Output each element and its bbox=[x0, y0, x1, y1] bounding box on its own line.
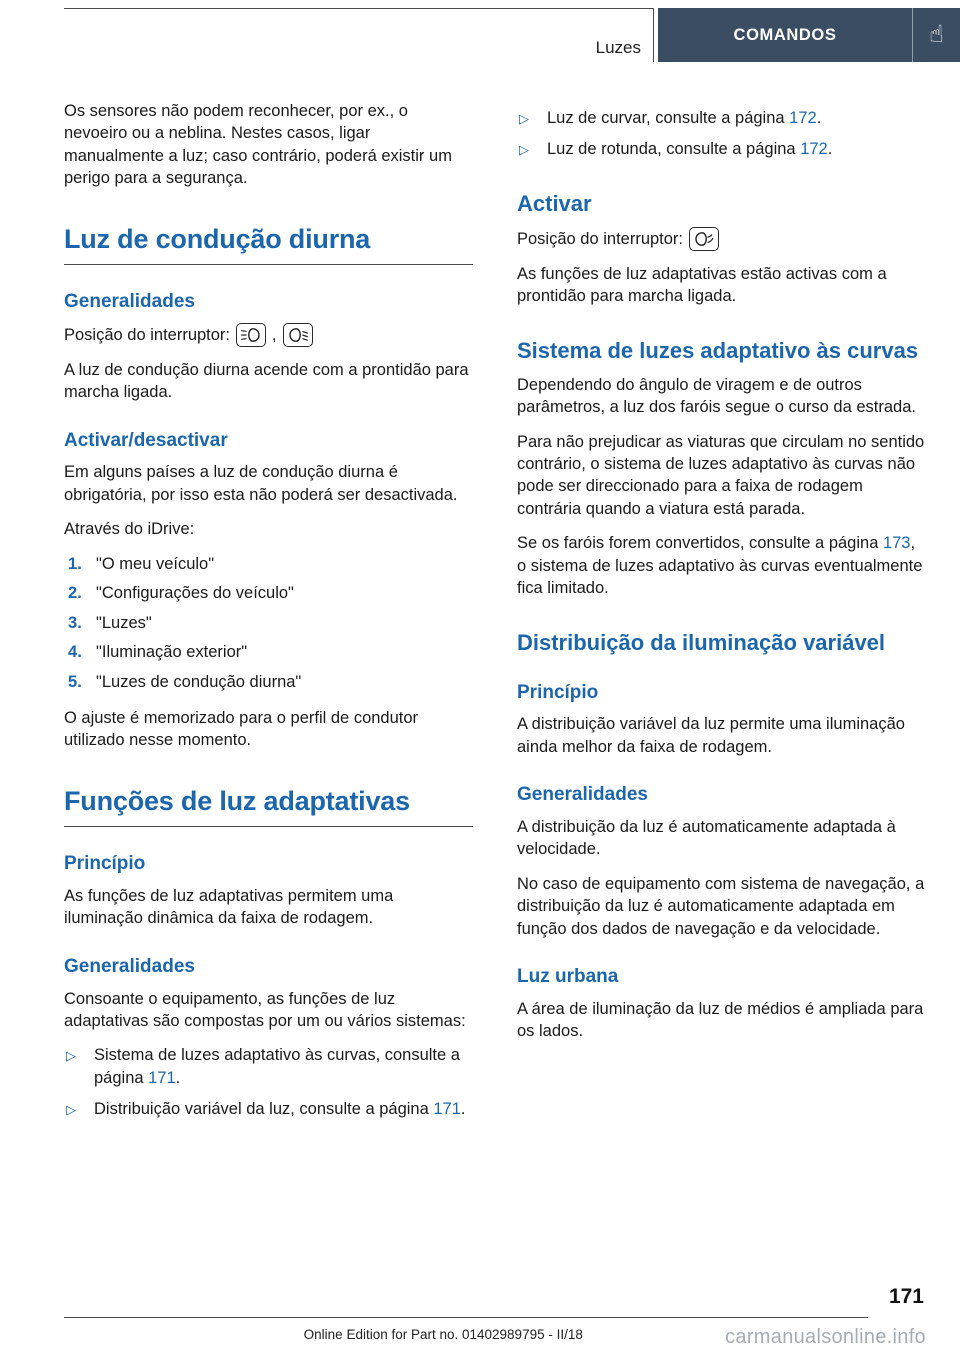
activar-body: As funções de luz adaptativas estão activas com a prontidão para marcha ligada. bbox=[517, 264, 887, 306]
activar-p2: Através do iDrive: bbox=[64, 520, 195, 539]
principio-body: As funções de luz adaptativas permitem uma iluminação dinâmica da faixa de rodagem. bbox=[64, 886, 394, 928]
subsection-generalidades-1: Generalidades bbox=[64, 290, 195, 312]
activar-p3: O ajuste é memorizado para o perfil de condutor utilizado nesse momento. bbox=[64, 708, 419, 750]
subsection-principio-2: Princípio bbox=[517, 681, 599, 703]
dist-generalidades-p2: No caso de equipamento com sistema de navegação, a distribuição da luz é automaticamente adaptada em função dos dados de navegação e da velocidade. bbox=[517, 874, 925, 938]
section-title-daytime-lights: Luz de condução diurna bbox=[64, 224, 473, 265]
section-title-adaptive-lights: Funções de luz adaptativas bbox=[64, 786, 473, 827]
subsection-generalidades-2: Generalidades bbox=[64, 955, 195, 977]
dist-principio-body: A distribuição variável da luz permite uma iluminação ainda melhor da faixa de rodagem. bbox=[517, 715, 905, 756]
section-title-curvas: Sistema de luzes adaptativo às curvas bbox=[517, 337, 919, 363]
headlight-switch-position-icon-a bbox=[236, 323, 266, 347]
chapter-tab bbox=[658, 8, 960, 62]
adaptive-headlight-icon bbox=[689, 227, 719, 251]
switch-position-row bbox=[64, 323, 473, 347]
triangle-bullet-icon: ▷ bbox=[66, 1048, 76, 1064]
bullet-text: Sistema de luzes adaptativo às curvas, consulte a página 171. bbox=[94, 1046, 460, 1087]
triangle-bullet-icon: ▷ bbox=[519, 142, 529, 158]
page-link-172[interactable]: 172 bbox=[789, 109, 817, 127]
section-title-activar: Activar bbox=[517, 190, 592, 216]
idrive-step: "O meu veículo" bbox=[96, 554, 215, 573]
generalidades-body: A luz de condução diurna acende com a prontidão para marcha ligada. bbox=[64, 360, 469, 402]
page-link-172[interactable]: 172 bbox=[800, 140, 828, 159]
curvas-p2: Para não prejudicar as viaturas que circulam no sentido contrário, o sistema de luzes adaptativo às curvas não pode ser direccionado para a faixa de rodagem contrária quando a viatura está parada. bbox=[517, 432, 925, 518]
urbana-body: A área de iluminação da luz de médios é ampliada para os lados. bbox=[517, 1000, 924, 1041]
switch-position-row-2 bbox=[517, 227, 926, 251]
activar-p1: Em alguns países a luz de condução diurna é obrigatória, por isso esta não poderá ser desactivada. bbox=[64, 463, 458, 504]
section-title-distribuicao: Distribuição da iluminação variável bbox=[517, 629, 886, 655]
adaptive-systems-list bbox=[64, 1044, 473, 1120]
bullet-text: Luz de curvar, consulte a página 172. bbox=[547, 109, 822, 127]
header-rule-area bbox=[64, 8, 654, 62]
switch-position-label: Posição do interruptor: bbox=[64, 325, 231, 344]
switch-position-label-2: Posição do interruptor: bbox=[517, 229, 684, 248]
adaptive-systems-list-continued bbox=[517, 107, 926, 161]
list-item bbox=[64, 1044, 473, 1089]
subsection-generalidades-3: Generalidades bbox=[517, 784, 648, 806]
watermark: carmanualsonline.info bbox=[725, 1326, 926, 1348]
chapter-tab-label: COMANDOS bbox=[733, 25, 837, 44]
headlight-switch-position-icon-b bbox=[283, 323, 313, 347]
bullet-text: Distribuição variável da luz, consulte a página 171. bbox=[94, 1100, 466, 1119]
left-column bbox=[64, 100, 473, 1278]
idrive-step: "Configurações do veículo" bbox=[96, 584, 294, 603]
footer-rule bbox=[64, 1317, 868, 1318]
hand-icon: ☝ bbox=[912, 8, 960, 62]
triangle-bullet-icon: ▷ bbox=[66, 1102, 76, 1118]
intro-paragraph: Os sensores não podem reconhecer, por ex., o nevoeiro ou a neblina. Nestes casos, ligar manualmente a luz; caso contrário, poderá existir um perigo para a segurança. bbox=[64, 102, 452, 188]
right-column bbox=[517, 100, 926, 1278]
triangle-bullet-icon: ▷ bbox=[519, 111, 529, 126]
page-header bbox=[64, 8, 960, 62]
idrive-step: "Iluminação exterior" bbox=[96, 643, 248, 662]
list-item bbox=[517, 107, 926, 129]
page-link-171[interactable]: 171 bbox=[433, 1100, 461, 1119]
page-link-173[interactable]: 173 bbox=[882, 534, 911, 553]
edition-note: Online Edition for Part no. 01402989795 - II/18 bbox=[303, 1327, 583, 1342]
curvas-p1: Dependendo do ângulo de viragem e de outros parâmetros, a luz dos faróis segue o curso da estrada. bbox=[517, 375, 916, 417]
subsection-principio-1: Princípio bbox=[64, 853, 146, 875]
list-item bbox=[517, 138, 926, 160]
subsection-activar-desactivar: Activar/desactivar bbox=[64, 429, 228, 451]
subsection-luz-urbana: Luz urbana bbox=[517, 966, 619, 988]
dist-generalidades-p1: A distribuição da luz é automaticamente adaptada à velocidade. bbox=[517, 818, 896, 859]
page-footer bbox=[64, 1285, 926, 1354]
footer-line bbox=[64, 1324, 926, 1354]
page-content bbox=[64, 100, 926, 1278]
curvas-p3: Se os faróis forem convertidos, consulte a página 173, o sistema de luzes adaptativo às curvas eventualmente fica limitado. bbox=[517, 534, 923, 598]
idrive-step: "Luzes de condução diurna" bbox=[96, 672, 302, 691]
idrive-steps-list bbox=[64, 553, 473, 693]
header-section-label: Luzes bbox=[595, 38, 641, 57]
generalidades-2-body: Consoante o equipamento, as funções de luz adaptativas são compostas por um ou vários sistemas: bbox=[64, 989, 466, 1030]
bullet-text: Luz de rotunda, consulte a página 172. bbox=[547, 140, 833, 159]
list-item bbox=[64, 1098, 473, 1120]
page-number: 171 bbox=[888, 1285, 924, 1308]
page-link-171[interactable]: 171 bbox=[148, 1068, 176, 1087]
idrive-step: "Luzes" bbox=[96, 613, 152, 632]
comma-separator: , bbox=[272, 325, 277, 344]
